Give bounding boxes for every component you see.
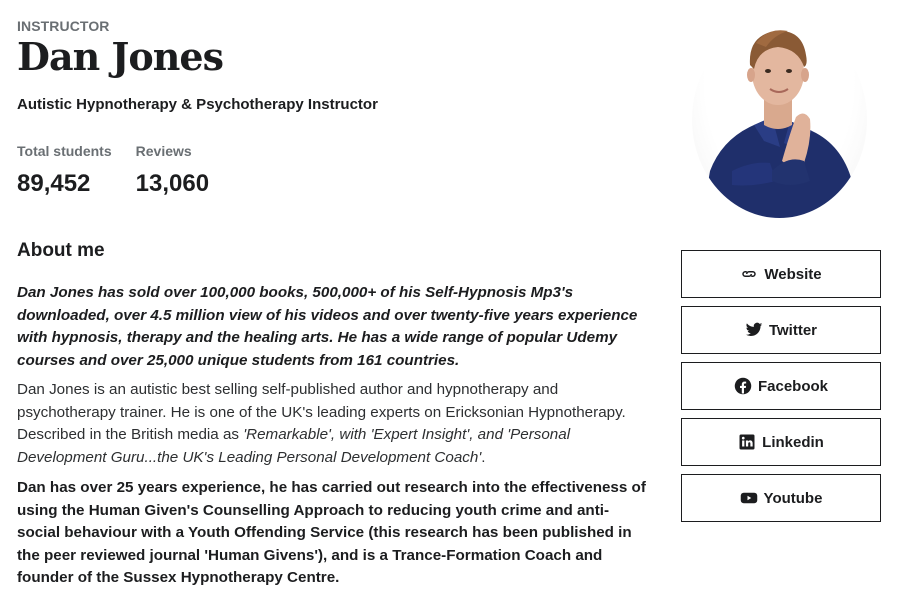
about-paragraph-2-text: Dan Jones is an autistic best selling self-published author and hypnotherapy and psychotherapy trainer. He is one of the UK's leading experts on Ericksonian Hypnotherapy. Described in the British media as — [17, 381, 626, 443]
instructor-headline: Autistic Hypnotherapy & Psychotherapy Instructor — [17, 96, 378, 113]
link-icon — [740, 265, 758, 283]
linkedin-icon — [738, 433, 756, 451]
stats — [17, 142, 647, 198]
about-paragraph-3: Dan has over 25 years experience, he has carried out research into the effectiveness of using the Human Given's Counselling Approach to reducing youth crime and anti-social behaviour with a Youth Offending Service (this research has been published in the peer reviewed journal 'Human Givens'), and is a Trance-Formation Coach and founder of the Sussex Hypnotherapy Centre. — [17, 479, 646, 586]
eyebrow-label: INSTRUCTOR — [17, 18, 110, 34]
youtube-link-label: Youtube — [763, 489, 823, 507]
website-link-label: Website — [764, 265, 822, 283]
about-paragraph-2-end: . — [481, 448, 486, 466]
stat-label: Total students — [17, 143, 112, 159]
linkedin-link-button[interactable] — [681, 418, 881, 466]
about-paragraph-2 — [17, 379, 647, 469]
youtube-link-button[interactable] — [681, 474, 881, 522]
stat-value: 89,452 — [17, 170, 91, 197]
avatar-photo — [692, 21, 867, 218]
linkedin-link-label: Linkedin — [762, 433, 824, 451]
about-paragraph-1: Dan Jones has sold over 100,000 books, 500,000+ of his Self-Hypnosis Mp3's downloaded, over 4.5 million view of his videos and over twenty-five years experience with hypnosis, therapy and the healing arts. He has a wide range of popular Udemy courses and over 25,000 unique students from 161 countries. — [17, 284, 638, 369]
facebook-link-label: Facebook — [757, 377, 829, 395]
instructor-name: Dan Jones — [17, 34, 223, 79]
facebook-link-button[interactable] — [681, 362, 881, 410]
twitter-link-button[interactable] — [681, 306, 881, 354]
youtube-icon — [740, 489, 758, 507]
instructor-profile — [17, 17, 647, 590]
stat-value: 13,060 — [135, 170, 210, 197]
website-link-button[interactable] — [681, 250, 881, 298]
about-paragraph-2-quote: 'Remarkable', with 'Expert Insight', and 'Personal Development Guru...the UK's Leading Personal Development Coach' — [17, 426, 571, 466]
stat-label: Reviews — [135, 143, 192, 159]
stat-total-students — [17, 142, 112, 198]
social-links — [681, 250, 881, 530]
twitter-icon — [745, 321, 763, 339]
avatar — [692, 21, 867, 218]
facebook-icon — [734, 377, 752, 395]
twitter-link-label: Twitter — [768, 321, 818, 339]
about-title: About me — [17, 240, 105, 261]
stat-reviews — [136, 142, 209, 198]
